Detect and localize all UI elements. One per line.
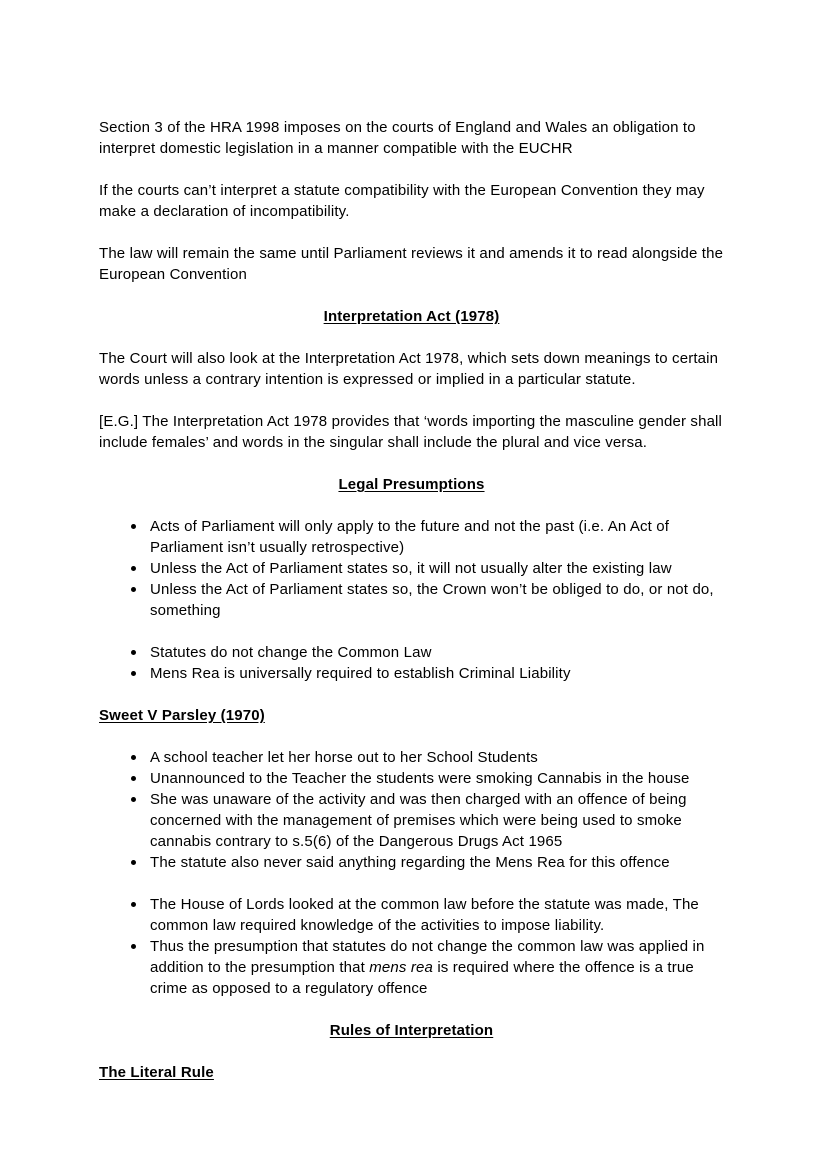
list-item: Unless the Act of Parliament states so, the Crown won’t be obliged to do, or not do, something — [99, 579, 724, 621]
heading-rules-of-interpretation: Rules of Interpretation — [329, 1022, 494, 1039]
list-item: Mens Rea is universally required to establish Criminal Liability — [99, 663, 724, 684]
paragraph-declaration-of-incompatibility: If the courts can’t interpret a statute compatibility with the European Convention they may make a declaration of incompatibility. — [99, 182, 705, 220]
heading-the-literal-rule: The Literal Rule — [99, 1064, 214, 1081]
list-item: She was unaware of the activity and was then charged with an offence of being concerned with the management of premises which were being used to smoke cannabis contrary to s.5(6) of the Dangerous Drugs Act 1965 — [99, 789, 724, 852]
heading-legal-presumptions: Legal Presumptions — [338, 476, 485, 493]
list-item: Acts of Parliament will only apply to the future and not the past (i.e. An Act of Parliament isn’t usually retrospective) — [99, 516, 724, 558]
list-sweet-v-parsley-facts — [99, 747, 724, 873]
paragraph-hra-section-3: Section 3 of the HRA 1998 imposes on the courts of England and Wales an obligation to interpret domestic legislation in a manner compatible with the EUCHR — [99, 119, 696, 157]
list-sweet-v-parsley-judgment — [99, 894, 724, 999]
paragraph-court-interpretation-act: The Court will also look at the Interpretation Act 1978, which sets down meanings to certain words unless a contrary intention is expressed or implied in a particular statute. — [99, 350, 719, 388]
list-item: Unannounced to the Teacher the students were smoking Cannabis in the house — [99, 768, 724, 789]
heading-interpretation-act-1978: Interpretation Act (1978) — [323, 308, 500, 325]
presumption-text-prefix: Thus the presumption that statutes do not change the common law was applied in addition to the presumption that — [150, 938, 705, 976]
list-legal-presumptions-primary — [99, 516, 724, 621]
heading-sweet-v-parsley-1970: Sweet V Parsley (1970) — [99, 707, 265, 724]
italic-term-mens-rea: mens rea — [369, 959, 433, 976]
paragraph-interpretation-act-example: [E.G.] The Interpretation Act 1978 provides that ‘words importing the masculine gender shall include females’ and words in the singular shall include the plural and vice versa. — [99, 413, 723, 451]
list-item: A school teacher let her horse out to her School Students — [99, 747, 724, 768]
list-item: The statute also never said anything regarding the Mens Rea for this offence — [99, 852, 724, 873]
list-item: Unless the Act of Parliament states so, it will not usually alter the existing law — [99, 558, 724, 579]
list-item: Statutes do not change the Common Law — [99, 642, 724, 663]
list-legal-presumptions-secondary — [99, 642, 724, 684]
list-item-with-italic-term — [99, 936, 724, 999]
paragraph-law-remains-the-same: The law will remain the same until Parliament reviews it and amends it to read alongside the European Convention — [99, 245, 724, 283]
list-item: The House of Lords looked at the common law before the statute was made, The common law required knowledge of the activities to impose liability. — [99, 894, 724, 936]
presumption-text-suffix: is required where the offence is a true crime as opposed to a regulatory offence — [150, 959, 694, 997]
document-content — [99, 117, 724, 1083]
